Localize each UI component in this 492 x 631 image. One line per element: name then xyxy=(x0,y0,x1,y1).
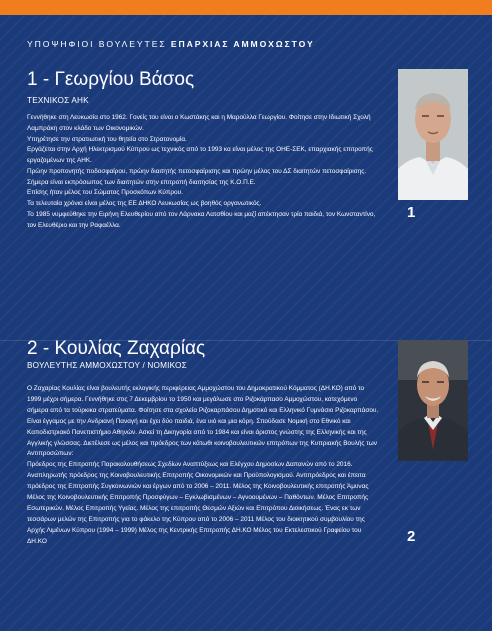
bio-paragraph: Ο Ζαχαρίας Κουλίας είναι βουλευτής εκλογικής περιφέρειας Αμμοχώστου του Δημοκρατικού Κόμματος (ΔΗ.ΚΟ) από το 1999 μέχρι σήμερα. Γεννήθηκε στις 7 Δεκεμβρίου το 1950 και μεγάλωσε στο Ριζοκάρπασο Αμμοχώστου, κατεχόμενο σήμερα από τα τούρκικα στρατεύματα. Φοίτησε στα σχολεία Ριζοκαρπάσου Δημοτικό και Ελληνικό Γυμνάσιο Ριζοκαρπάσου. Είναι έγγαμος με την Ανδριανή Παναγή και έχει δύο παιδιά, ένα υιό και μια κόρη. Σπούδασε Νομική στο Εθνικό και Καποδιστριακό Πανεπιστήμιο Αθηνών. Ασκεί τη Δικηγορία από το 1984 και είναι άριστος γνώστης της Ελληνικής και της Αγγλικής γλώσσας. Διετέλεσε ως μέλος και πρόεδρος των κάτωθι κοινοβουλευτικών επιτρόπων της Κυπριακής Βουλής των Αντιπροσώπων: xyxy=(27,385,379,458)
candidate-2-role: ΒΟΥΛΕΥΤΗΣ ΑΜΜΟΧΩΣΤΟΥ / ΝΟΜΙΚΟΣ xyxy=(27,361,187,370)
top-accent-bar xyxy=(0,0,492,15)
bio-paragraph: Γεννήθηκε στη Λευκωσία στο 1962. Γονείς του είναι ο Κωστάκης και η Μαρούλλα Γεωργίου. Φοίτησε στην Ιδιωτική Σχολή Λαμπράκη στον κλάδο των Οικονομικών. xyxy=(27,114,371,132)
bio-paragraph: Το 1985 νυμφεύθηκε την Ειρήνη Ελευθερίου από τον Λάρνακα Λατσθίου και μαζί απέκτησαν τρία παιδιά, τον Κωνσταντίνο, τον Ελευθέριο και την Ραφαέλλα. xyxy=(27,210,376,229)
candidate-2-section xyxy=(0,340,492,631)
page-header xyxy=(27,39,315,49)
candidate-2-photo xyxy=(398,340,468,461)
candidate-1-name: 1 - Γεωργίου Βάσος xyxy=(27,69,195,90)
candidate-1-number: 1 xyxy=(407,204,416,221)
candidate-2-name: 2 - Κουλίας Ζαχαρίας xyxy=(27,338,206,359)
portrait-image xyxy=(398,69,468,200)
candidate-1-bio xyxy=(27,113,379,231)
candidate-2-bio xyxy=(27,384,379,548)
header-emphasis: ΕΠΑΡΧΙΑΣ ΑΜΜΟΧΩΣΤΟΥ xyxy=(170,39,315,49)
header-prefix: ΥΠΟΨΗΦΙΟΙ ΒΟΥΛΕΥΤΕΣ xyxy=(27,39,171,49)
bio-paragraph: Σήμερα είναι εκπρόσωπος των διαιτητών στην επιτροπή διαιτησίας της Κ.Ο.Π.Ε. xyxy=(27,178,256,186)
bio-paragraph: Πρόεδρος της Επιτροπής Παρακολουθήσεως Σχεδίων Αναπτύξεως και Ελέγχου Δημοσίων Δαπανών από το 2016. Αναπληρωτής πρόεδρος της Κοινοβουλευτικής Επιτροπής Οικονομικών και Προϋπολογισμού. Αντιπρόεδρος και έπειτα πρόεδρος της Επιτροπής Συγκοινωνιών και έργων από το 2006 – 2011. Μέλος της Κοινοβουλευτικής επιτροπής Άμυνας Μέλος της Κοινοβουλευτικής Επιτροπής Προσφύγων – Εγκλωβισμένων – Αγνοουμένων – Παθόντων. Μέλος Επιτροπής Εσωτερικών. Μέλος Επιτροπής Υγείας. Μέλος της επιτροπής Θεσμών Αξιών και Επιτρόπου Διοικήσεως. Ένας εκ των τεσσάρων μελών της Επιτροπής για το φάκελο της Κύπρου από το 2006 – 2011 Μέλος του διοικητικού συμβουλίου της Αρχής Λιμένων Κύπρου (1994 – 1999) Μέλος της Κεντρικής Επιτροπής ΔΗ.ΚΟ Μέλος του Εκτελεστικού Γραφείου του ΔΗ.ΚΟ xyxy=(27,461,369,545)
candidate-1-photo xyxy=(398,69,468,200)
bio-paragraph: Τα τελευταία χρόνια είναι μέλος της ΕΕ ΔΗΚΟ Λευκωσίας ως βοηθός οργανωτικός. xyxy=(27,200,262,207)
candidate-1-section xyxy=(0,69,492,340)
bio-paragraph: Υπηρέτησε την στρατιωτική του θητεία στο Στρατονομία. xyxy=(27,135,187,143)
bio-paragraph: Πρώην προπονητής ποδοσφαίρου, πρώην διαιτητής πετοσφαίρισης και πρώην μέλος του ΔΣ διαιτητών πετοσφαίρισης. xyxy=(27,167,367,175)
bio-paragraph: Εργάζεται στην Αρχή Ηλεκτρισμού Κύπρου ως τεχνικός από το 1993 κα είναι μέλος της ΟΗΕ-ΣΕΚ, επαρχιακής επιτροπής εργαζομένων της ΑΗΚ. xyxy=(27,146,373,164)
bio-paragraph: Επίσης ήταν μέλος του Σώματος Προσκόπων Κύπρου. xyxy=(27,189,183,197)
candidate-1-role: ΤΕΧΝΙΚΟΣ ΑΗΚ xyxy=(27,96,89,105)
candidate-2-number: 2 xyxy=(407,528,416,545)
portrait-image xyxy=(398,340,468,461)
